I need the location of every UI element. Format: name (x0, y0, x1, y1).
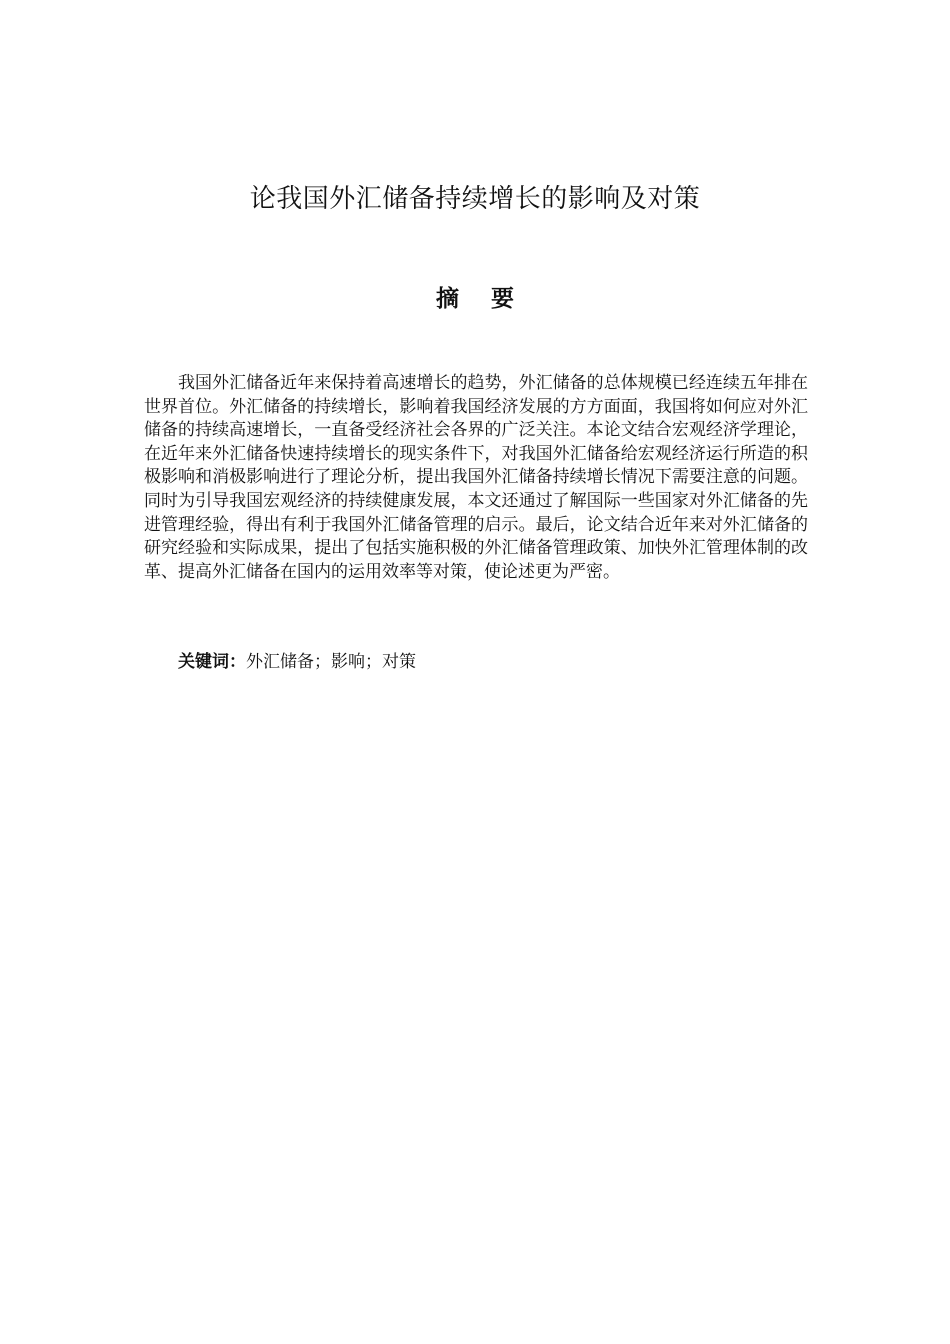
paper-title: 论我国外汇储备持续增长的影响及对策 (249, 184, 701, 214)
keywords-line (178, 650, 416, 674)
abstract-body: 我国外汇储备近年来保持着高速增长的趋势，外汇储备的总体规模已经连续五年排在世界首位。外汇储备的持续增长，影响着我国经济发展的方方面面，我国将如何应对外汇储备的持续高速增长，一直备受经济社会各界的广泛关注。本论文结合宏观经济学理论，在近年来外汇储备快速持续增长的现实条件下，对我国外汇储备给宏观经济运行所造的积极影响和消极影响进行了理论分析，提出我国外汇储备持续增长情况下需要注意的问题。同时为引导我国宏观经济的持续健康发展，本文还通过了解国际一些国家对外汇储备的先进管理经验，得出有利于我国外汇储备管理的启示。最后，论文结合近年来对外汇储备的研究经验和实际成果，提出了包括实施积极的外汇储备管理政策、加快外汇管理体制的改革、提高外汇储备在国内的运用效率等对策，使论述更为严密。 (144, 373, 808, 582)
abstract-heading: 摘 要 (435, 286, 526, 312)
keywords-label: 关键词： (178, 652, 246, 672)
keywords-value: 外汇储备；影响；对策 (246, 652, 416, 672)
